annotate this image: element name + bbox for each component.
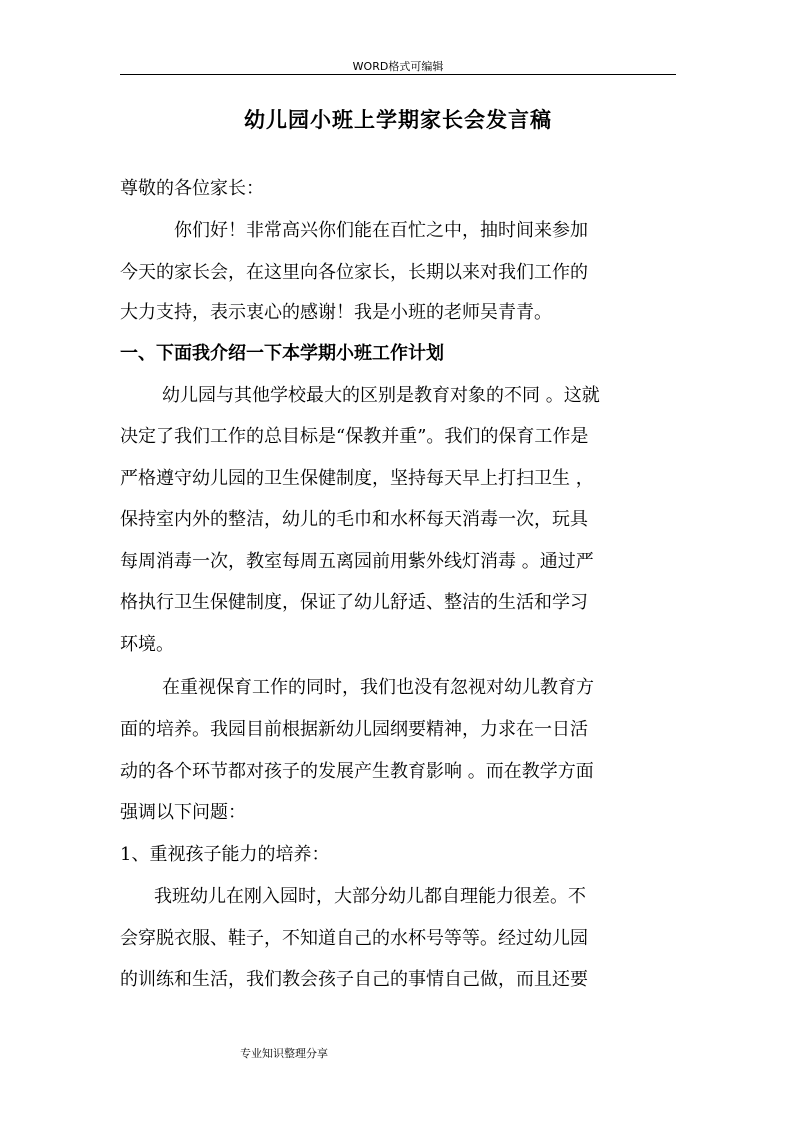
paragraph-line: 保持室内外的整洁，幼儿的毛巾和水杯每天消毒一次，玩具 [120, 509, 588, 530]
paragraph-line: 面的培养。我园目前根据新幼儿园纲要精神，力求在一日活 [120, 719, 588, 740]
paragraph-line: 强调以下问题： [120, 802, 246, 823]
paragraph-line: 今天的家长会，在这里向各位家长，长期以来对我们工作的 [120, 262, 588, 283]
paragraph-line: 会穿脱衣服、鞋子，不知道自己的水杯号等等。经过幼儿园 [120, 928, 588, 949]
paragraph-line: 你们好！非常高兴你们能在百忙之中，抽时间来参加 [174, 220, 588, 241]
paragraph-line: 严格遵守幼儿园的卫生保健制度，坚持每天早上打扫卫生 ， [120, 468, 594, 489]
paragraph-line: 动的各个环节都对孩子的发展产生教育影响 。而在教学方面 [120, 761, 594, 782]
paragraph-line: 决定了我们工作的总目标是“保教并重”。我们的保育工作是 [120, 426, 589, 447]
header-text: WORD格式可编辑 [352, 60, 444, 73]
page-footer: 专业知识整理分享 [240, 1047, 328, 1060]
page-header [120, 56, 676, 75]
paragraph-line: 环境。 [120, 634, 174, 655]
paragraph-line: 幼儿园与其他学校最大的区别是教育对象的不同 。这就 [162, 385, 600, 406]
paragraph-line: 的训练和生活，我们教会孩子自己的事情自己做，而且还要 [120, 969, 588, 990]
paragraph-line: 大力支持，表示衷心的感谢！我是小班的老师吴青青。 [120, 302, 552, 323]
paragraph-line: 格执行卫生保健制度，保证了幼儿舒适、整洁的生活和学习 [120, 592, 588, 613]
paragraph-line: 我班幼儿在刚入园时，大部分幼儿都自理能力很差。不 [154, 886, 586, 907]
subheading: 1、重视孩子能力的培养： [120, 844, 330, 865]
document-title: 幼儿园小班上学期家长会发言稿 [244, 107, 552, 132]
section-heading: 一、下面我介绍一下本学期小班工作计划 [120, 343, 444, 364]
paragraph-line: 每周消毒一次，教室每周五离园前用紫外线灯消毒 。通过严 [120, 551, 594, 572]
salutation: 尊敬的各位家长： [120, 178, 264, 199]
paragraph-line: 在重视保育工作的同时，我们也没有忽视对幼儿教育方 [162, 677, 594, 698]
